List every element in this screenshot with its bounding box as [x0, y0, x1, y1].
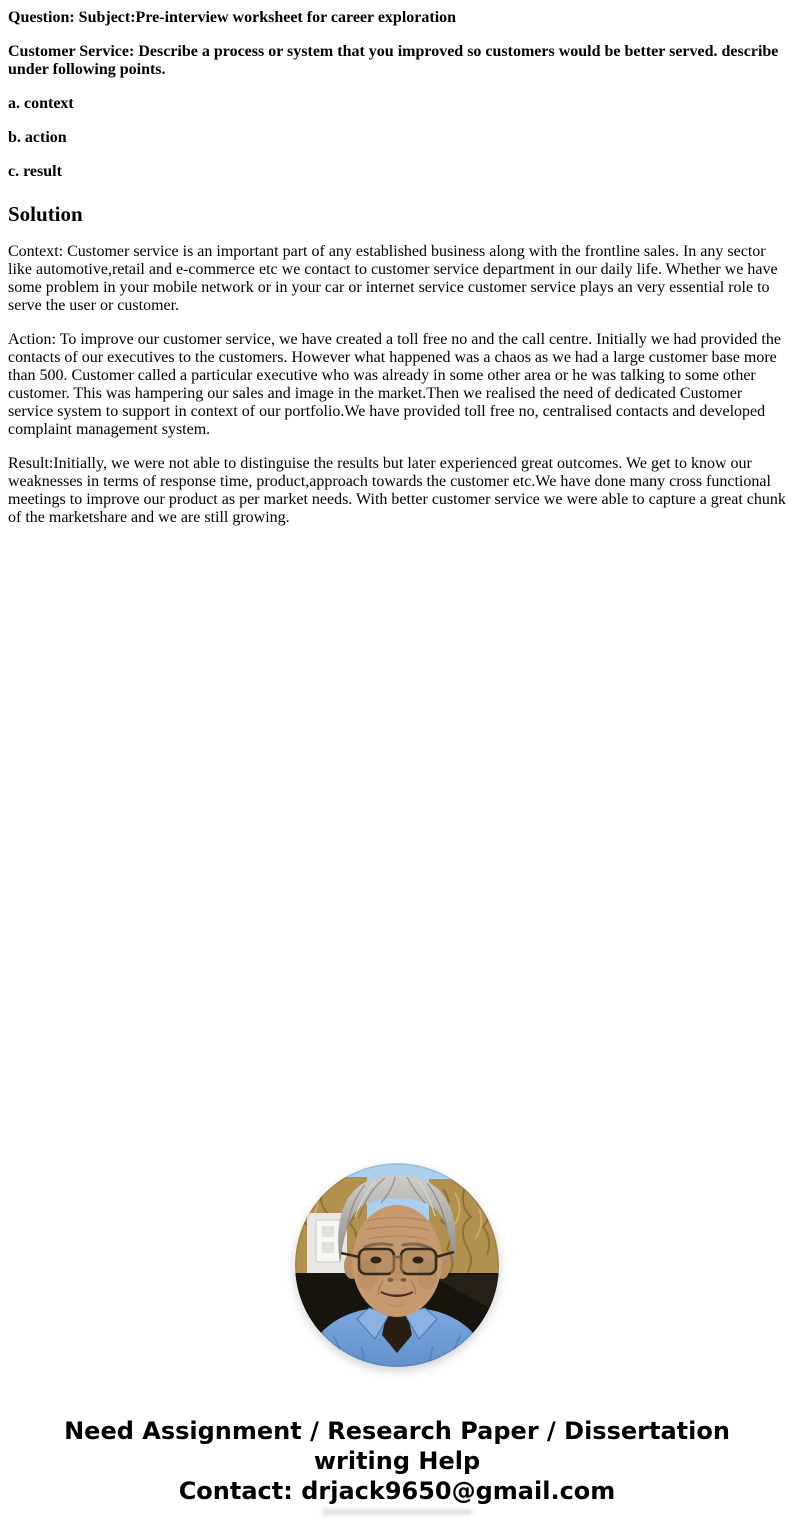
- point-a: a. context: [8, 95, 74, 112]
- question-line: Question: Subject:Pre-interview worksheet for career exploration: [8, 9, 457, 26]
- footer-contact-line: Contact: drjack9650@gmail.com: [178, 1477, 616, 1505]
- context-paragraph: Context: Customer service is an important part of any established business along with the frontline sales. In any sector like automotive,retail and e-commerce etc we contact to customer service department in our daily life. Whether we have some problem in your mobile network or in your car or internet service customer service plays an very essential role to serve the user or customer.: [8, 243, 778, 314]
- blank-spacer: [0, 543, 794, 1163]
- action-paragraph: Action: To improve our customer service, we have created a toll free no and the call centre. Initially we had provided the contacts of our executives to the customers. However what happened was a chaos as we had a large customer base more than 500. Customer called a particular executive who was already in some other area or he was talking to some other customer. This was hampering our sales and image in the market.Then we realised the need of dedicated Customer service system to support in context of our portfolio.We have provided toll free no, centralised contacts and developed complaint management system.: [8, 331, 781, 438]
- point-b: b. action: [8, 129, 67, 146]
- point-c: c. result: [8, 163, 62, 180]
- footer-banner: [0, 1416, 794, 1515]
- solution-heading: Solution: [8, 202, 83, 226]
- switch-rocker-top: [322, 1226, 334, 1237]
- prompt-line: Customer Service: Describe a process or system that you improved so customers would be better served. describe under following points.: [8, 43, 779, 78]
- footer-line-2: writing Help: [313, 1447, 481, 1475]
- tutor-portrait-illustration: [295, 1163, 499, 1367]
- result-paragraph: Result:Initially, we were not able to distinguise the results but later experienced great outcomes. We get to know our weaknesses in terms of response time, product,approach towards the customer etc.We have done many cross functional meetings to improve our product as per market needs. With better customer service we were able to capture a great chunk of the marketshare and we are still growing.: [8, 455, 786, 526]
- nostril-left: [388, 1278, 394, 1282]
- nostril-right: [401, 1278, 407, 1282]
- tutor-avatar: [295, 1163, 499, 1367]
- footer-line-1: Need Assignment / Research Paper / Dissertation: [64, 1417, 730, 1445]
- switch-rocker-bottom: [322, 1242, 334, 1253]
- document-body: [0, 0, 794, 527]
- reflection-smudge: [322, 1509, 472, 1515]
